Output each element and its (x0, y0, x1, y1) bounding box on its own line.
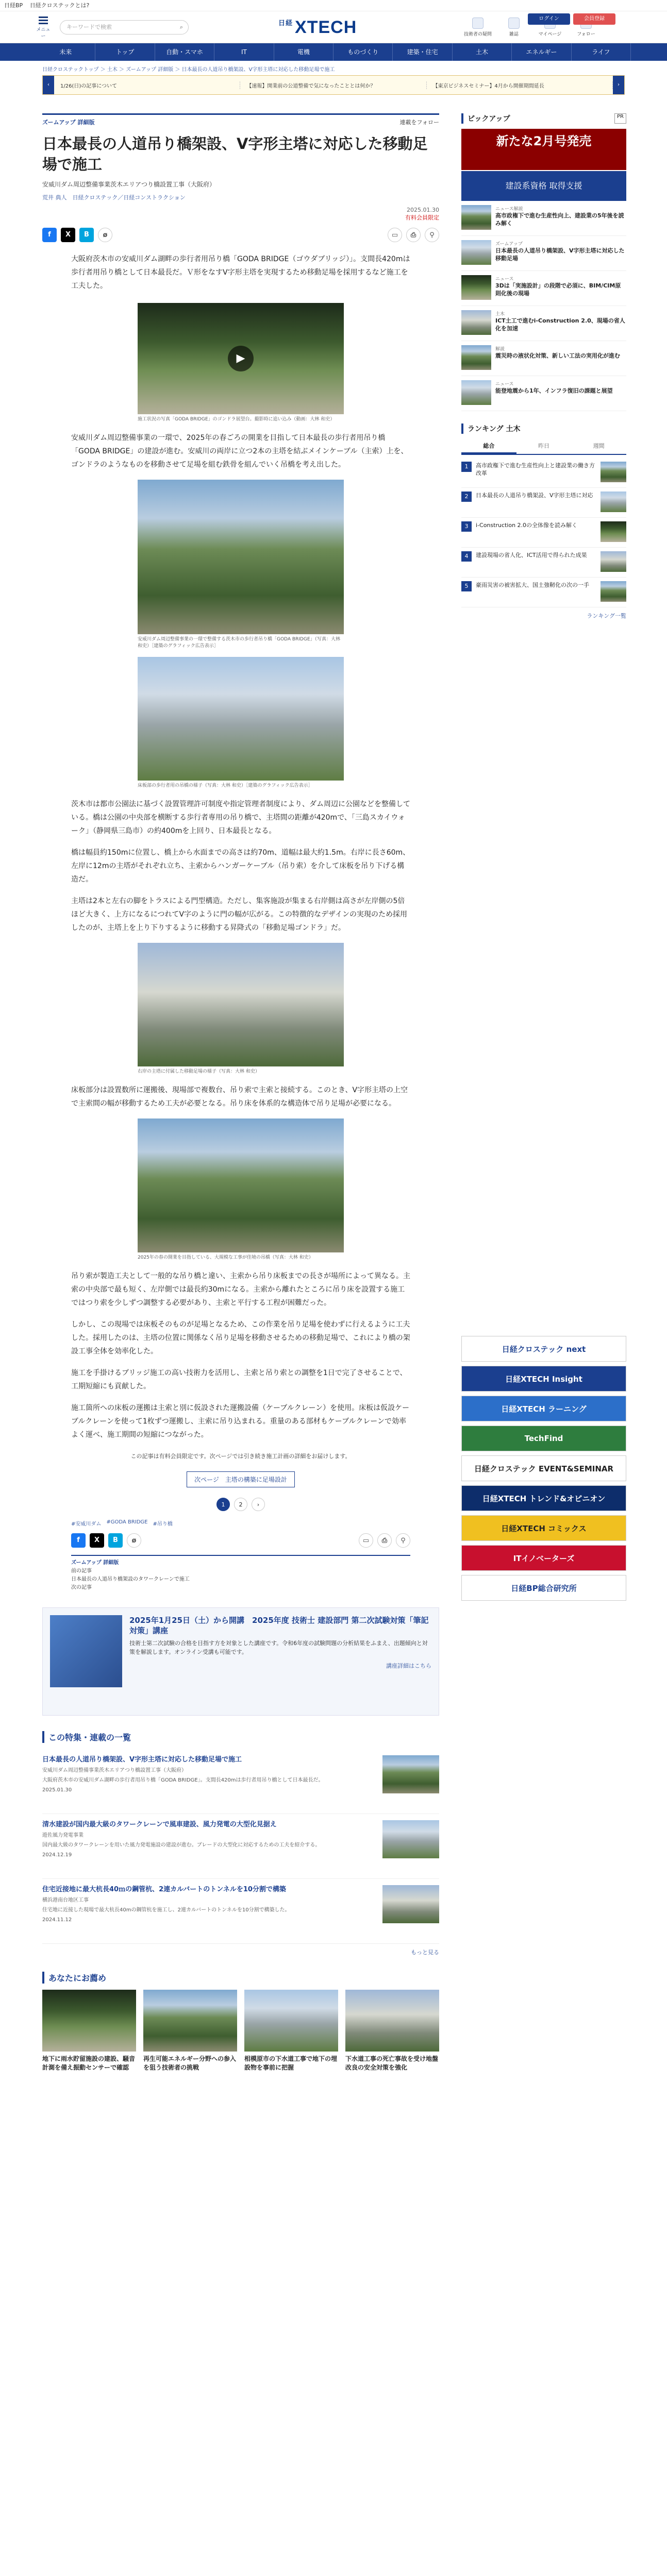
sidebar (461, 113, 626, 1605)
list-item[interactable]: 日本最長の人道吊り橋架設、V字形主塔に対応した移動足場で施工 安威川ダム周辺整備事業茨木エリアつり橋設置工事（大阪府） 大阪府茨木市の安威川ダム湖畔の歩行者用吊り橋「GODA BRIDGE」。支間長420mは歩行者用吊り橋として日本最長だ。 2025.01.30 (42, 1749, 439, 1814)
seminar-banner[interactable]: 2025年1月25日（土）から開講 2025年度 技術士 建設部門 第二次試験対策「筆記対策」講座 技術士第二次試験の合格を目指す方を対象とした講座です。令和6年度の試験問題の分析結果をふまえ、出題傾向と対策を解説します。オンライン受講も可能です。 講座詳細はこちら (42, 1607, 439, 1716)
bookmark-icon[interactable]: ⚲ (425, 228, 439, 242)
ranking-item[interactable]: 4 建設現場の省人化、ICT活用で得られた成果 (461, 548, 626, 578)
page-2[interactable]: 2 (234, 1498, 247, 1511)
next-page-button[interactable]: 次ページ 主塔の構築に足場設計 (187, 1471, 295, 1487)
nav-item[interactable]: ライフ (572, 43, 631, 61)
tower-photo[interactable] (138, 943, 344, 1066)
tag-link[interactable]: #GODA BRIDGE (106, 1519, 148, 1525)
comment-icon[interactable]: ▭ (388, 228, 402, 242)
print-icon[interactable]: ⎙ (377, 1533, 392, 1548)
hatena-icon[interactable]: B (108, 1533, 123, 1548)
author-link[interactable]: 荒井 典人 日経クロステック／日経コンストラクション (42, 194, 186, 201)
video-player[interactable] (138, 303, 344, 414)
series-link[interactable]: ズームアップ 詳細版 (42, 119, 95, 126)
search-input[interactable]: キーワードで検索 ⌕ (60, 20, 189, 35)
ticker-prev-icon[interactable]: ‹ (43, 76, 54, 94)
tab-yesterday[interactable]: 昨日 (538, 443, 549, 449)
thumbnail (382, 1820, 439, 1858)
nav-item[interactable]: 土木 (453, 43, 512, 61)
banner-link[interactable]: 日経クロステック EVENT&SEMINAR (461, 1455, 626, 1481)
follow-icon-link[interactable]: フォロー (572, 18, 600, 37)
list-item[interactable]: 清水建設が国内最大級のタワークレーンで風車建設、風力発電の大型化見据え 遊佐風力発電事業 国内最大級のタワークレーンを用いた風力発電施設の建設が進む。ブレードの大型化に対応するための工夫を紹介する。 2024.12.19 (42, 1814, 439, 1879)
banner-link[interactable]: 日経クロステック next (461, 1336, 626, 1362)
main-nav (0, 43, 667, 61)
pickup-item[interactable]: ズームアップ 日本最長の人道吊り橋架設、V字形主塔に対応した移動足場 (461, 236, 626, 271)
member-badge: 有料会員限定 (405, 214, 439, 221)
ticker-item[interactable]: 1/26(日)の記事について (54, 81, 240, 89)
ranking-heading: ランキング 土木 (461, 423, 626, 434)
register-button[interactable]: 会員登録 (573, 13, 615, 25)
feature-label (42, 113, 439, 126)
article-subtitle: 安威川ダム周辺整備事業茨木エリアつり橋設置工事（大阪府） (42, 181, 216, 188)
ad-banner[interactable]: 建設系資格 取得支援 (461, 171, 626, 201)
deck-photo[interactable] (138, 657, 344, 781)
next-page-icon[interactable]: › (252, 1498, 265, 1511)
nav-item[interactable]: 建築・住宅 (393, 43, 452, 61)
publish-date: 2025.01.30 有料会員限定 (405, 207, 439, 221)
more-link[interactable]: もっと見る (411, 1949, 439, 1956)
construction-photo[interactable] (138, 1118, 344, 1252)
related-heading: この特集・連載の一覧 (42, 1731, 439, 1743)
ranking-item[interactable]: 5 豪雨災害の被害拡大、国土強靭化の次の一手 (461, 578, 626, 607)
question-icon-link[interactable]: 技術者の疑問 (464, 18, 492, 37)
hatena-icon[interactable]: B (79, 228, 94, 242)
mypage-icon-link[interactable]: マイページ (536, 18, 564, 37)
service-banners (461, 1336, 626, 1601)
page-title: 日本最長の人道吊り橋架設、V字形主塔に対応した移動足場で施工 (42, 135, 428, 173)
banner-link[interactable]: 日経XTECH Insight (461, 1366, 626, 1392)
ranking-item[interactable]: 1 高市政権下で進む生産性向上と建設業の働き方改革 (461, 458, 626, 488)
site-link[interactable]: 日経BP (4, 2, 23, 9)
photo-figure: 右岸の主塔に付属した移動足場の様子（写真：大林 和史） (138, 943, 344, 1075)
nav-item[interactable]: エネルギー (512, 43, 571, 61)
ranking-item[interactable]: 2 日本最長の人道吊り橋架設、V字形主塔に対応 (461, 488, 626, 518)
bridge-photo[interactable] (138, 480, 344, 634)
play-icon[interactable]: ▶ (228, 346, 254, 371)
ad-banner[interactable]: 新たな2月号発売 (461, 129, 626, 170)
x-icon[interactable]: X (61, 228, 75, 242)
pagination (42, 1498, 439, 1511)
tag-link[interactable]: #安威川ダム (71, 1521, 102, 1527)
comment-icon[interactable]: ▭ (359, 1533, 373, 1548)
thumbnail (382, 1885, 439, 1923)
recommend-card[interactable]: 地下に雨水貯留施設の建設、騒音計測を備え振動センサーで確認 (42, 1990, 136, 2072)
tab-overall[interactable]: 総合 (461, 439, 516, 454)
facebook-icon[interactable]: f (42, 228, 57, 242)
article-lead: 大阪府茨木市の安威川ダム湖畔の歩行者用吊り橋「GODA BRIDGE（ゴウダブリッジ）」。支間長420mは歩行者用吊り橋として日本最長だ。Ｖ形をなすV字形主塔を実現するため移動足場を採用するなど施工を工夫した。 (71, 255, 410, 290)
series-link[interactable]: ズームアップ 詳細版 (71, 1560, 119, 1566)
recommend-card[interactable]: 再生可能エネルギー分野への参入を狙う技術者の挑戦 (143, 1990, 237, 2072)
paywall-note: この記事は有料会員限定です。次ページでは引き続き施工計画の詳細をお届けします。 (130, 1453, 351, 1460)
tag-link[interactable]: #吊り橋 (153, 1521, 173, 1527)
nav-item[interactable]: ものづくり (334, 43, 393, 61)
login-button[interactable]: ログイン (528, 13, 570, 25)
nav-item[interactable]: 未来 (36, 43, 95, 61)
next-label: 次の記事 (71, 1585, 92, 1590)
recommend-heading: あなたにお薦め (42, 1972, 439, 1984)
thumbnail (382, 1755, 439, 1793)
seminar-title[interactable]: 2025年1月25日（土）から開講 2025年度 技術士 建設部門 第二次試験対策「筆記対策」講座 (129, 1616, 429, 1635)
ticker-next-icon[interactable]: › (613, 76, 624, 94)
ticker-item[interactable]: 【速報】開業前の公道整備で気になったこととは何か？ (240, 81, 426, 89)
search-icon[interactable]: ⌕ (179, 23, 183, 30)
photo-figure: 床板部の歩行者用の吊橋の様子（写真：大林 和史）［建築のグラフィック広告表示］ (138, 657, 344, 789)
recommend-grid (42, 1990, 439, 2072)
series-navigation (71, 1555, 410, 1595)
photo-figure: 安威川ダム周辺整備事業の一環で整備する茨木市の歩行者吊り橋「GODA BRIDGE」（写真：大林 和史）［建築のグラフィック広告表示］ (138, 480, 344, 650)
link-icon[interactable]: ø (127, 1533, 141, 1548)
tag-list (71, 1519, 410, 1527)
ranking-item[interactable]: 3 i-Construction 2.0の全体像を読み解く (461, 518, 626, 548)
pickup-item[interactable]: ニュース解説 高市政権下で進む生産性向上、建設業の5年後を読み解く (461, 201, 626, 236)
top-bar (0, 0, 667, 11)
tab-weekly[interactable]: 週間 (593, 443, 605, 449)
news-ticker (42, 75, 625, 95)
link-icon[interactable]: ø (98, 228, 112, 242)
photo-figure: 2025年の春の開業を目指している、大規模な工事が佳境の吊橋（写真：大林 和史） (138, 1118, 344, 1261)
nav-item[interactable]: IT (214, 43, 274, 61)
banner-link[interactable]: 日経XTECH ラーニング (461, 1396, 626, 1421)
pickup-item[interactable]: ニュース 能登地震から1年、インフラ復旧の課題と展望 (461, 376, 626, 411)
pickup-item[interactable]: ニュース 3Dは「実施設計」の段階で必須に、BIM/CIM原則化後の現場 (461, 271, 626, 306)
nav-item[interactable]: 自動・スマホ (155, 43, 214, 61)
list-item[interactable]: 住宅近接地に最大杭長40ｍの鋼管杭、2連カルバートのトンネルを10分割で構築 横浜港南台地区工事 住宅地に近接した現場で最大杭長40mの鋼管杭を施工し、2連カルバートのトンネルを10分割で構築した。 2024.11.12 (42, 1879, 439, 1944)
nav-item[interactable]: トップ (95, 43, 155, 61)
seminar-image (50, 1615, 122, 1687)
x-icon[interactable]: X (90, 1533, 104, 1548)
banner-link[interactable]: ITイノベーターズ (461, 1545, 626, 1571)
banner-link[interactable]: TechFind (461, 1426, 626, 1451)
banner-link[interactable]: 日経BP総合研究所 (461, 1575, 626, 1601)
about-link[interactable]: 日経クロステックとは? (29, 2, 90, 9)
banner-link[interactable]: 日経XTECH トレンド&オピニオン (461, 1485, 626, 1511)
ranking-more-link[interactable]: ランキング一覧 (587, 613, 626, 619)
pickup-heading: ピックアップ PR (461, 113, 626, 124)
pickup-item[interactable]: 土木 ICT土工で進むi-Construction 2.0、現場の省人化を加速 (461, 306, 626, 341)
banner-link[interactable]: 日経XTECH コミックス (461, 1515, 626, 1541)
facebook-icon[interactable]: f (71, 1533, 86, 1548)
ticker-item[interactable]: 【東京ビジネスセミナー】4月から開催期間延長 (427, 81, 613, 89)
site-logo[interactable]: $^{日経}$ XTECH (278, 18, 357, 37)
follow-series-button[interactable]: 連載をフォロー (399, 119, 439, 126)
magazine-icon-link[interactable]: 雑誌 (500, 18, 528, 37)
prev-label: 前の記事 (71, 1568, 92, 1574)
prev-article-link[interactable]: 日本最長の人道吊り橋架設のタワークレーンで施工 (71, 1577, 190, 1582)
recommend-card[interactable]: 下水道工事の死亡事故を受け地盤改良の安全対策を強化 (345, 1990, 439, 2072)
share-bar-bottom (71, 1533, 410, 1548)
page-1[interactable]: 1 (216, 1498, 230, 1511)
menu-button[interactable]: メニュー (36, 15, 51, 39)
share-bar (42, 228, 439, 242)
ranking-tabs (461, 439, 626, 455)
video-figure: ▶ 施工状況の写真「GODA BRIDGE」のゴンドラ展望台。撮影時に追い込み（動画：大林 和史） (138, 303, 344, 423)
site-header (0, 11, 667, 43)
print-icon[interactable]: ⎙ (406, 228, 421, 242)
pickup-item[interactable]: 解説 震災時の液状化対策、新しい工法の実用化が進む (461, 341, 626, 376)
breadcrumb[interactable]: 日経クロステックトップ ＞ 土木 ＞ ズームアップ 詳細版 ＞ 日本最長の人道吊り橋架設、V字形主塔に対応した移動足場で施工 (42, 67, 335, 73)
bookmark-icon[interactable]: ⚲ (396, 1533, 410, 1548)
article-column: ズームアップ 詳細版 連載をフォロー 日本最長の人道吊り橋架設、V字形主塔に対応した移動足場で施工 安威川ダム周辺整備事業茨木エリアつり橋設置工事（大阪府） 荒井 典人 日経クロステック／日経コンストラクション 2025.01.30 有料会員限定 f X B ø ▭ ⎙ ⚲ 大阪府茨木市の安威川ダム湖畔の歩行者用吊り橋「GODA BRIDGE（ゴウダブリッジ）」。支間長420mは歩行者用吊り橋として日本最長だ。Ｖ形をなすV字形主塔を実現するため移動足場を採用するなど施工を工夫した。 ▶ 施工状況の写真「GODA BRIDGE」のゴンドラ展望台。撮影時に追い込み（動画：大林 和史） 安威川ダム周辺整備事業の一環で、2025年の春ごろの開業を目指して日本最長の歩行者用吊り橋「GODA BRIDGE」の建設が進む。安威川の両岸に立つ2本の主塔を結ぶメインケーブル（主索）上を、ゴンドラのようなものを移動させて足場を組む鉄骨を組んでいく吊橋を考え出した。 安威川ダム周辺整備事業の一環で整備する茨木市の歩行者吊り橋「GODA BRIDGE」（写真：大林 和史）［建築のグラフィック広告表示］ 床板部の歩行者用の吊橋の様子（写真：大林 和史）［建築のグラフィック広告表示］ 茨木市は都市公園法に基づく設置管理許可制度や指定管理者制度により、ダム周辺に公園などを整備している。橋は公園の中央部を横断する歩行者専用の吊り橋で、主塔間の距離が420mで、「三島スカイウォーク」（静岡県三島市）の約400mを上回り、日本最長となる。 橋は幅員約150mに位置し、橋上から水面までの高さは約70m、道幅は最大約1.5m。右岸に長さ60m、左岸に12mの主塔がそれぞれ立ち、主索からハンガーケーブル（吊り索）を介して床板を吊り下げる構造だ。 主塔は2本と左右の脚をトラスによる門型構造。ただし、集客施設が集まる右岸側は高さが左岸側の5倍ほど大きく、上方になるにつれてV字のように門の幅が広がる。この特徴的なデザインの実現のため採用したのが、主塔上を上り下りするように移動する昇降式の「移動足場ゴンドラ」だ。 右岸の主塔に付属した移動足場の様子（写真：大林 和史） 床板部分は設置数所に運搬後、現場部で複数台、吊り索で主索と接続する。このとき、V字形主塔の上空で主索間の幅が移動するため工夫が必要となる。吊り床を体系的な構造体で吊り足場が必要になる。 2025年の春の開業を目指している、大規模な工事が佳境の吊橋（写真：大林 和史） 吊り索が製造工夫として一般的な吊り橋と違い、主索から吊り床板までの長さが場所によって異なる。主索の中央部で最も短く、左岸側では最長約30mになる。主索から離れたところに吊り床を設置する施工ではつり索を少しずつ調整する必要があり、主索と平行する工程が困難だった。 しかし、この現場では床板そのものが足場となるため、この作業を吊り足場を使わずに行えるように工夫した。採用したのは、主塔の位置に関係なく吊り足場を移動させるための移動足場で、これにより橋の架設工事全体を効率化した。 施工を手掛けるブリッジ施工の高い技術力を活用し、主索と吊り索との調整を1日で完了させることで、工期短縮にも貢献した。 施工箇所への床板の運搬は主索と別に仮設された運搬設備（ケーブルクレーン）を使用。床板は仮設ケーブルクレーンを使って1枚ずつ運搬し、主索に吊り込まれる。重量のある部材もケーブルクレーンで効率よく運べ、施工期間の短縮につながった。 この記事は有料会員限定です。次ページでは引き続き施工計画の詳細をお届けします。 次ページ 主塔の構築に足場設計 1 2 › #安威川ダム #GODA BRIDGE #吊り橋 f X B ø ▭ ⎙ ⚲ ズームアップ 詳細版 前の記事 日本最長の人道吊り橋架設のタワークレーンで施工 次の記事 2025年1月25日（土）から開講 2025年度 技術士 建設部門 第二次試験対策「筆記対策」講座 技術士第二次試験の合格を目指す方を対象とした講座です。令和6年度の試験問題の分析結果をふまえ、出題傾向と対策を解説します。オンライン受講も可能です。 講座詳細はこちら この特集・連載の一覧 日本最長の人道吊り橋架設、V字形主塔に対応した移動足場で施工 安威川ダム周辺整備事業茨木エリアつり橋設置工事（大阪府） 大阪府茨木市の安威川ダム湖畔の歩行者用吊り橋「GODA BRIDGE」。支間長420mは歩行者用吊り橋として日本最長だ。 2025.01.30 清水建設が国内最大級のタワークレーンで風車建設、風力発電の大型化見据え 遊佐風力発電事業 国内最大級のタワークレーンを用いた風力発電施設の建設が進む。ブレードの大型化に対応するための工夫を紹介する。 2024.12.19 住宅近接地に最大杭長40ｍの鋼管杭、2連カルバートのトンネルを10分割で構築 横浜港南台地区工事 住宅地に近接した現場で最大杭長40mの鋼管杭を施工し、2連カルバートのトンネルを10分割で構築した。 2024.11.12 もっと見る あなたにお薦め 地下に雨水貯留施設の建設、騒音計測を備え振動センサーで確認 再生可能エネルギー分野への参入を狙う技術者の挑戦 相模原市の下水道工事で地下の埋設物を事前に把握 下水道工事の死亡事故を受け地盤改良の安全対策を強化 (42, 113, 439, 2072)
seminar-link[interactable]: 講座詳細はこちら (386, 1663, 431, 1669)
recommend-card[interactable]: 相模原市の下水道工事で地下の埋設物を事前に把握 (244, 1990, 338, 2072)
nav-item[interactable]: 電機 (274, 43, 334, 61)
